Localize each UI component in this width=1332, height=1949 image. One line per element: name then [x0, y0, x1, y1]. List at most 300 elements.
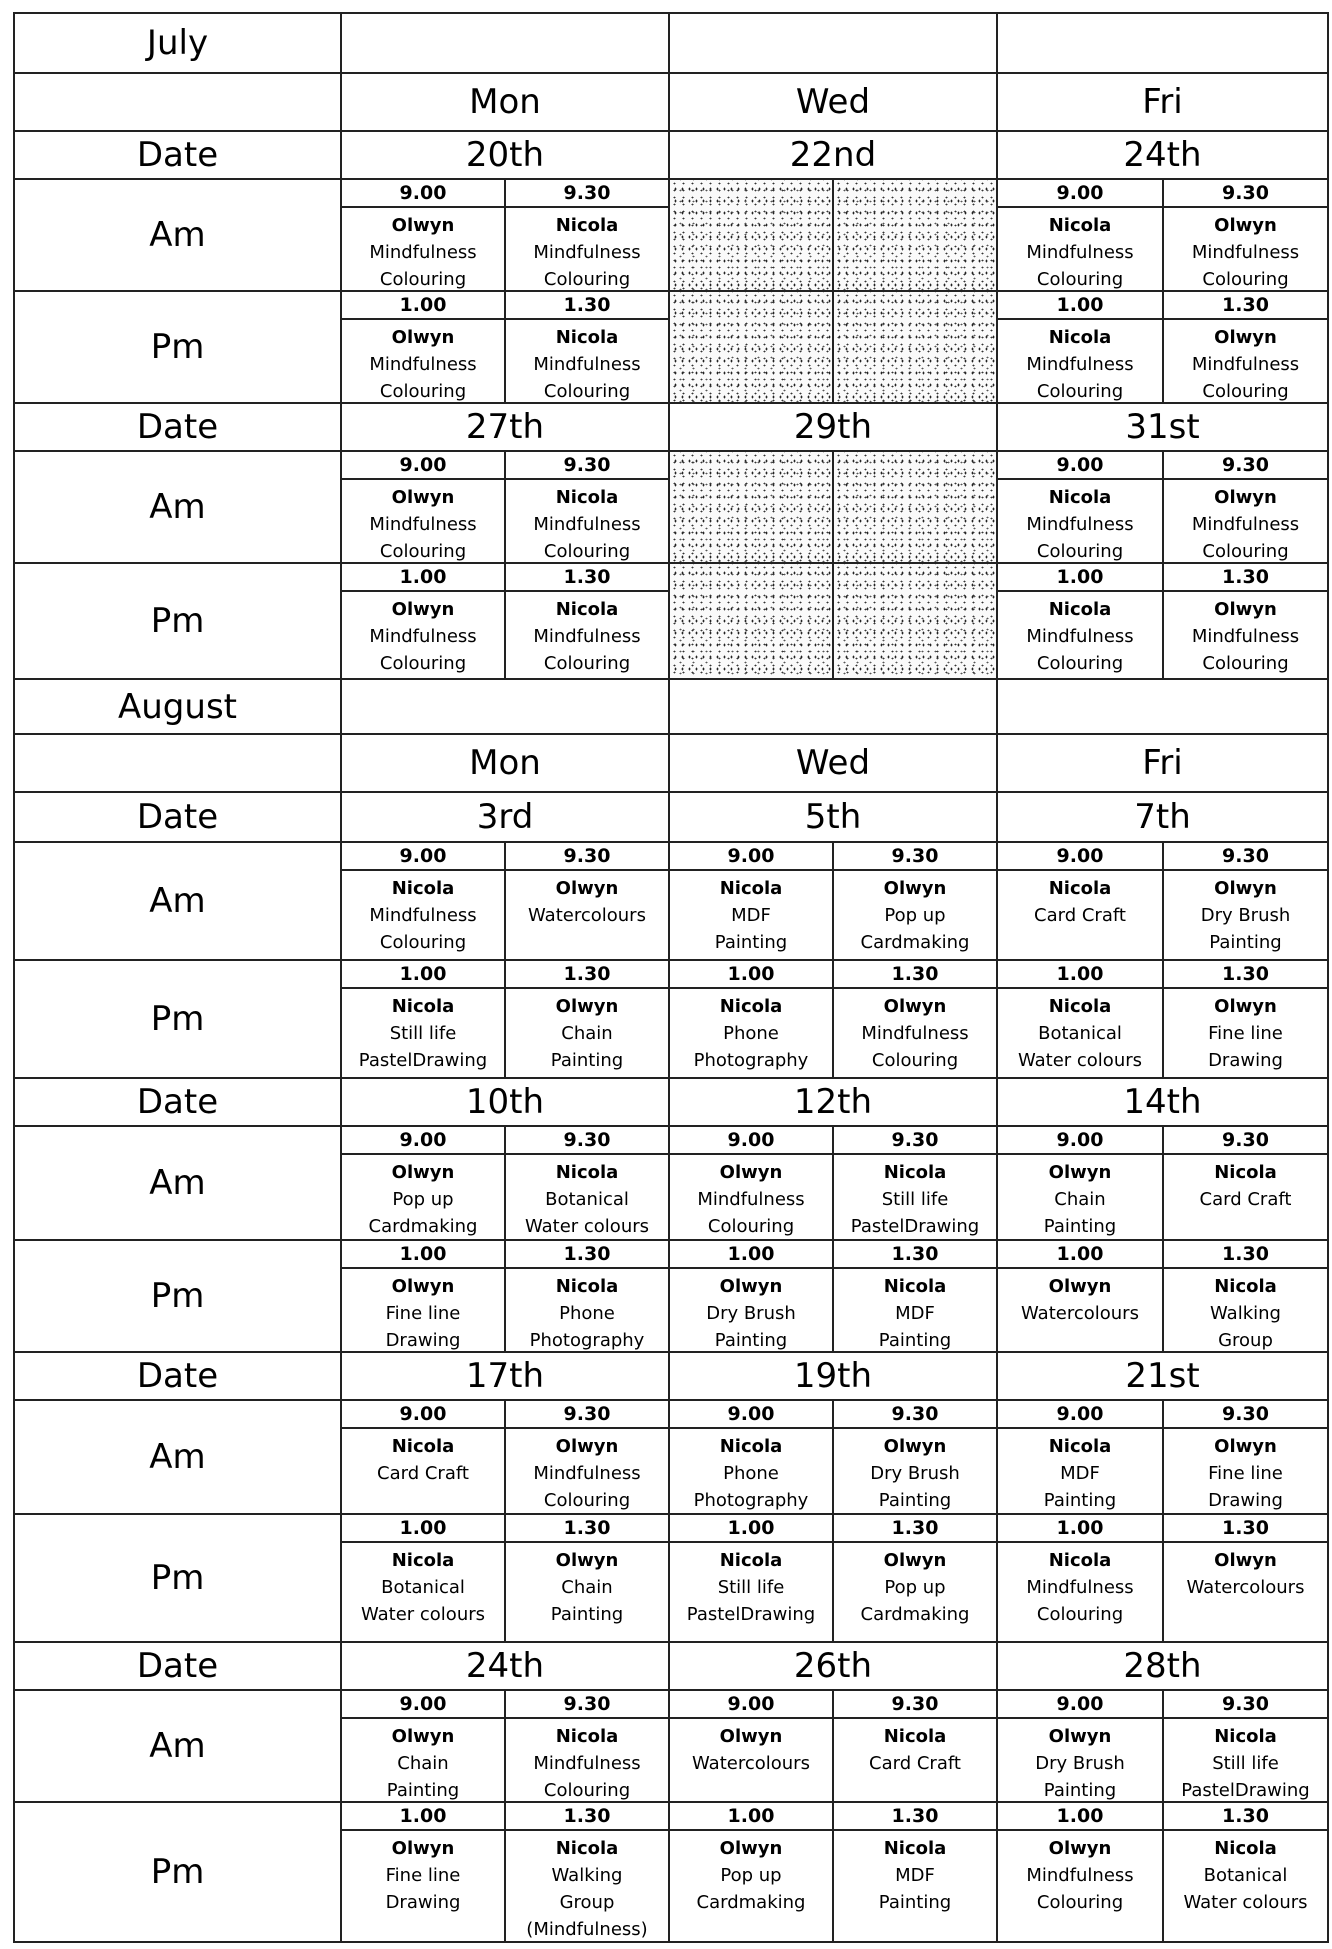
activity-line: Phone — [559, 1303, 615, 1324]
activity-line: Colouring — [1202, 541, 1289, 562]
session-cell — [832, 1427, 998, 1515]
session-time: 1.30 — [504, 290, 670, 320]
activity-line: Colouring — [543, 1780, 631, 1801]
activity-line: MDF — [895, 1865, 935, 1886]
instructor-name: Olwyn — [391, 1726, 455, 1747]
date-cell: 31st — [996, 402, 1329, 452]
session-cell — [996, 590, 1164, 680]
am-row-label: Am — [13, 1399, 342, 1515]
session-cell — [340, 478, 506, 564]
activity-line: Botanical — [1038, 1023, 1122, 1044]
instructor-name: Nicola — [883, 1838, 947, 1859]
stippled-blank-slot — [668, 290, 834, 404]
session-cell — [340, 869, 506, 961]
session-cell — [504, 1427, 670, 1515]
session-time: 9.00 — [340, 1125, 506, 1155]
activity-line: Phone — [723, 1023, 779, 1044]
session-cell — [1162, 1541, 1329, 1643]
session-time: 9.00 — [340, 1689, 506, 1719]
session-cell — [832, 1267, 998, 1353]
activity-line: Drawing — [385, 1330, 461, 1351]
session-cell — [1162, 206, 1329, 292]
session-time: 1.30 — [1162, 562, 1329, 592]
session-cell — [340, 206, 506, 292]
activity-line: Watercolours — [528, 905, 646, 926]
instructor-name: Olwyn — [555, 1436, 619, 1457]
month-header-blank — [996, 12, 1329, 74]
instructor-name: Nicola — [555, 215, 619, 236]
day-header: Mon — [340, 733, 670, 793]
instructor-name: Olwyn — [1214, 487, 1277, 508]
session-cell — [340, 1427, 506, 1515]
instructor-name: Nicola — [555, 327, 619, 348]
activity-line: Pop up — [884, 1577, 946, 1598]
instructor-name: Olwyn — [555, 996, 619, 1017]
session-cell — [832, 987, 998, 1079]
session-cell — [504, 1829, 670, 1943]
session-time: 9.00 — [996, 841, 1164, 871]
instructor-name: Olwyn — [719, 1162, 783, 1183]
activity-line: MDF — [731, 905, 771, 926]
date-cell: 29th — [668, 402, 998, 452]
session-time: 1.00 — [996, 959, 1164, 989]
date-row-label: Date — [13, 402, 342, 452]
activity-line: Card Craft — [869, 1753, 961, 1774]
activity-line: Painting — [1209, 932, 1282, 953]
session-time: 1.30 — [504, 1513, 670, 1543]
activity-line: Painting — [1043, 1216, 1117, 1237]
activity-line: Mindfulness — [533, 1753, 641, 1774]
instructor-name: Nicola — [555, 599, 619, 620]
instructor-name: Olwyn — [1214, 327, 1277, 348]
session-cell — [996, 478, 1164, 564]
session-cell — [1162, 1267, 1329, 1353]
activity-line: Colouring — [1036, 1892, 1124, 1913]
date-cell: 22nd — [668, 130, 998, 180]
instructor-name: Nicola — [719, 1550, 783, 1571]
instructor-name: Nicola — [883, 1162, 947, 1183]
activity-line: Group — [1218, 1330, 1273, 1351]
instructor-name: Olwyn — [391, 599, 455, 620]
session-cell — [996, 318, 1164, 404]
session-time: 1.30 — [832, 1239, 998, 1269]
instructor-name: Nicola — [555, 1726, 619, 1747]
activity-line: Colouring — [543, 269, 631, 290]
session-cell — [340, 1153, 506, 1241]
session-cell — [504, 987, 670, 1079]
instructor-name: Nicola — [883, 1726, 947, 1747]
session-cell — [996, 1427, 1164, 1515]
date-cell: 3rd — [340, 791, 670, 843]
activity-line: Colouring — [1036, 1604, 1124, 1625]
instructor-name: Nicola — [1048, 1436, 1112, 1457]
activity-line: Mindfulness — [369, 905, 477, 926]
activity-line: Watercolours — [1186, 1577, 1305, 1598]
activity-line: Mindfulness — [533, 514, 641, 535]
session-time: 1.30 — [1162, 290, 1329, 320]
instructor-name: Olwyn — [1048, 1726, 1112, 1747]
instructor-name: Nicola — [555, 1276, 619, 1297]
session-time: 1.30 — [504, 1239, 670, 1269]
session-cell — [504, 590, 670, 680]
activity-line: Watercolours — [692, 1753, 810, 1774]
activity-line: Mindfulness — [1026, 626, 1134, 647]
activity-line: PastelDrawing — [358, 1050, 488, 1071]
session-time: 1.00 — [996, 1801, 1164, 1831]
session-cell — [832, 1153, 998, 1241]
activity-line: Chain — [1054, 1189, 1106, 1210]
activity-line: Group — [559, 1892, 615, 1913]
instructor-name: Nicola — [719, 996, 783, 1017]
date-cell: 20th — [340, 130, 670, 180]
activity-line: Mindfulness — [1191, 626, 1300, 647]
activity-line: Colouring — [543, 653, 631, 674]
activity-line: Photography — [693, 1490, 809, 1511]
instructor-name: Nicola — [719, 878, 783, 899]
date-cell: 17th — [340, 1351, 670, 1401]
activity-line: Mindfulness — [1026, 354, 1134, 375]
activity-line: Cardmaking — [860, 932, 970, 953]
session-cell — [996, 206, 1164, 292]
session-cell — [340, 1541, 506, 1643]
session-cell — [668, 1267, 834, 1353]
month-header-blank — [668, 678, 998, 735]
activity-line: Painting — [1043, 1780, 1117, 1801]
session-time: 1.30 — [504, 562, 670, 592]
session-time: 1.00 — [996, 1513, 1164, 1543]
activity-line: Botanical — [545, 1189, 629, 1210]
instructor-name: Nicola — [555, 1162, 619, 1183]
session-cell — [996, 869, 1164, 961]
stippled-blank-slot — [832, 562, 998, 680]
pm-row-label: Pm — [13, 562, 342, 680]
session-time: 9.00 — [340, 1399, 506, 1429]
activity-line: Painting — [714, 932, 788, 953]
date-cell: 5th — [668, 791, 998, 843]
activity-line: Mindfulness — [533, 354, 641, 375]
activity-line: Chain — [397, 1753, 449, 1774]
activity-line: Walking — [1210, 1303, 1281, 1324]
activity-line: Colouring — [707, 1216, 795, 1237]
date-row-label: Date — [13, 130, 342, 180]
day-header: Fri — [996, 733, 1329, 793]
instructor-name: Nicola — [1048, 215, 1112, 236]
session-cell — [340, 1829, 506, 1943]
session-cell — [832, 1541, 998, 1643]
session-time: 9.30 — [504, 1689, 670, 1719]
activity-line: Botanical — [1203, 1865, 1288, 1886]
date-cell: 24th — [340, 1641, 670, 1691]
stippled-blank-slot — [832, 178, 998, 292]
session-cell — [668, 987, 834, 1079]
session-time: 9.30 — [832, 1399, 998, 1429]
activity-line: Card Craft — [377, 1463, 469, 1484]
activity-line: Mindfulness — [1191, 354, 1300, 375]
session-time: 1.00 — [668, 959, 834, 989]
activity-line: Cardmaking — [368, 1216, 478, 1237]
session-cell — [668, 1541, 834, 1643]
instructor-name: Olwyn — [719, 1276, 783, 1297]
activity-line: Pop up — [392, 1189, 454, 1210]
activity-line: Still life — [717, 1577, 785, 1598]
activity-line: MDF — [895, 1303, 935, 1324]
session-time: 9.30 — [1162, 1125, 1329, 1155]
session-cell — [340, 318, 506, 404]
activity-line: Pop up — [720, 1865, 782, 1886]
session-cell — [1162, 1153, 1329, 1241]
activity-line: Walking — [551, 1865, 623, 1886]
month-label: August — [13, 678, 342, 735]
session-time: 1.30 — [1162, 1239, 1329, 1269]
session-cell — [1162, 987, 1329, 1079]
instructor-name: Nicola — [1048, 996, 1112, 1017]
session-time: 1.00 — [996, 562, 1164, 592]
session-time: 1.30 — [832, 959, 998, 989]
session-time: 9.00 — [668, 1125, 834, 1155]
activity-line: Fine line — [1208, 1023, 1283, 1044]
session-cell — [668, 1427, 834, 1515]
session-time: 1.30 — [1162, 959, 1329, 989]
activity-line: Dry Brush — [1200, 905, 1291, 926]
activity-line: Fine line — [1208, 1463, 1283, 1484]
session-time: 9.30 — [1162, 1399, 1329, 1429]
activity-line: Colouring — [543, 541, 631, 562]
session-cell — [668, 1717, 834, 1803]
activity-line: Dry Brush — [706, 1303, 796, 1324]
instructor-name: Olwyn — [1048, 1276, 1112, 1297]
activity-line: Mindfulness — [1026, 514, 1134, 535]
session-cell — [1162, 1717, 1329, 1803]
activity-line: Chain — [561, 1023, 613, 1044]
instructor-name: Olwyn — [883, 878, 947, 899]
activity-line: Mindfulness — [697, 1189, 805, 1210]
session-cell — [340, 1267, 506, 1353]
session-time: 1.00 — [996, 290, 1164, 320]
activity-line: Drawing — [385, 1892, 461, 1913]
instructor-name: Olwyn — [555, 1550, 619, 1571]
month-header-blank — [340, 12, 670, 74]
session-time: 1.00 — [340, 562, 506, 592]
day-header: Wed — [668, 733, 998, 793]
day-header-blank — [13, 72, 342, 132]
session-time: 1.00 — [668, 1239, 834, 1269]
instructor-name: Olwyn — [391, 327, 455, 348]
activity-line: Painting — [550, 1050, 624, 1071]
date-row-label: Date — [13, 1077, 342, 1127]
instructor-name: Olwyn — [391, 1276, 455, 1297]
activity-line: Colouring — [871, 1050, 959, 1071]
day-header: Mon — [340, 72, 670, 132]
activity-line: Colouring — [1036, 541, 1124, 562]
session-cell — [996, 987, 1164, 1079]
activity-line: Mindfulness — [1026, 1865, 1134, 1886]
activity-line: Colouring — [1202, 269, 1289, 290]
activity-line: Chain — [561, 1577, 613, 1598]
day-header: Fri — [996, 72, 1329, 132]
instructor-name: Olwyn — [555, 878, 619, 899]
date-cell: 28th — [996, 1641, 1329, 1691]
session-cell — [832, 1829, 998, 1943]
instructor-name: Nicola — [1214, 1276, 1277, 1297]
activity-line: Colouring — [379, 381, 467, 402]
session-cell — [832, 869, 998, 961]
activity-line: Colouring — [379, 541, 467, 562]
session-time: 1.00 — [340, 290, 506, 320]
pm-row-label: Pm — [13, 1801, 342, 1943]
session-cell — [1162, 869, 1329, 961]
activity-line: Painting — [878, 1330, 952, 1351]
session-time: 9.00 — [668, 1399, 834, 1429]
pm-row-label: Pm — [13, 959, 342, 1079]
session-cell — [668, 869, 834, 961]
session-time: 9.30 — [1162, 450, 1329, 480]
activity-line: PastelDrawing — [686, 1604, 816, 1625]
activity-line: Fine line — [385, 1865, 461, 1886]
session-time: 9.00 — [996, 1125, 1164, 1155]
session-time: 9.00 — [340, 450, 506, 480]
session-time: 9.30 — [1162, 841, 1329, 871]
date-row-label: Date — [13, 1351, 342, 1401]
session-cell — [668, 1829, 834, 1943]
activity-line: Drawing — [1208, 1050, 1283, 1071]
activity-line: Mindfulness — [1191, 242, 1300, 263]
session-time: 9.00 — [668, 841, 834, 871]
session-time: 9.00 — [996, 1689, 1164, 1719]
session-time: 1.30 — [832, 1801, 998, 1831]
session-time: 1.00 — [668, 1801, 834, 1831]
pm-row-label: Pm — [13, 290, 342, 404]
session-time: 9.00 — [340, 841, 506, 871]
instructor-name: Nicola — [1048, 878, 1112, 899]
session-cell — [996, 1153, 1164, 1241]
activity-line: Still life — [881, 1189, 949, 1210]
activity-line: Fine line — [385, 1303, 461, 1324]
session-time: 9.30 — [504, 178, 670, 208]
instructor-name: Olwyn — [1214, 1436, 1277, 1457]
session-time: 9.00 — [996, 1399, 1164, 1429]
session-time: 9.30 — [504, 1125, 670, 1155]
stippled-blank-slot — [668, 178, 834, 292]
stippled-blank-slot — [668, 450, 834, 564]
instructor-name: Olwyn — [1214, 599, 1277, 620]
instructor-name: Olwyn — [1214, 996, 1277, 1017]
activity-line: Water colours — [524, 1216, 650, 1237]
activity-line: Colouring — [1202, 653, 1289, 674]
session-time: 9.30 — [1162, 178, 1329, 208]
session-cell — [996, 1829, 1164, 1943]
activity-line: Mindfulness — [369, 514, 477, 535]
instructor-name: Nicola — [1048, 1550, 1112, 1571]
session-cell — [996, 1541, 1164, 1643]
instructor-name: Nicola — [1214, 1726, 1277, 1747]
instructor-name: Nicola — [1048, 487, 1112, 508]
session-cell — [1162, 318, 1329, 404]
day-header: Wed — [668, 72, 998, 132]
instructor-name: Olwyn — [1048, 1838, 1112, 1859]
instructor-name: Olwyn — [1048, 1162, 1112, 1183]
session-cell — [504, 1717, 670, 1803]
session-cell — [504, 1541, 670, 1643]
session-time: 1.00 — [996, 1239, 1164, 1269]
am-row-label: Am — [13, 178, 342, 292]
month-header-blank — [340, 678, 670, 735]
activity-line: Colouring — [1036, 381, 1124, 402]
activity-line: Painting — [1043, 1490, 1117, 1511]
activity-line: Colouring — [1036, 269, 1124, 290]
instructor-name: Nicola — [391, 878, 455, 899]
am-row-label: Am — [13, 1689, 342, 1803]
activity-line: Painting — [386, 1780, 460, 1801]
activity-line: Colouring — [1202, 381, 1289, 402]
date-cell: 10th — [340, 1077, 670, 1127]
session-time: 1.00 — [340, 1801, 506, 1831]
activity-line: Colouring — [543, 381, 631, 402]
instructor-name: Olwyn — [1214, 215, 1277, 236]
activity-line: Botanical — [381, 1577, 465, 1598]
date-cell: 19th — [668, 1351, 998, 1401]
stippled-blank-slot — [668, 562, 834, 680]
activity-line: Water colours — [1183, 1892, 1308, 1913]
activity-line: Cardmaking — [696, 1892, 806, 1913]
pm-row-label: Pm — [13, 1513, 342, 1643]
activity-line: Mindfulness — [533, 242, 641, 263]
date-cell: 7th — [996, 791, 1329, 843]
session-time: 9.00 — [668, 1689, 834, 1719]
session-cell — [504, 318, 670, 404]
instructor-name: Olwyn — [391, 215, 455, 236]
activity-line: Phone — [723, 1463, 779, 1484]
activity-line: Still life — [1212, 1753, 1279, 1774]
instructor-name: Nicola — [391, 1436, 455, 1457]
session-time: 9.00 — [340, 178, 506, 208]
session-cell — [504, 478, 670, 564]
session-time: 9.30 — [1162, 1689, 1329, 1719]
month-label: July — [13, 12, 342, 74]
activity-line: Painting — [550, 1604, 624, 1625]
instructor-name: Nicola — [391, 996, 455, 1017]
instructor-name: Olwyn — [391, 487, 455, 508]
instructor-name: Nicola — [1214, 1838, 1277, 1859]
activity-line: Mindfulness — [369, 354, 477, 375]
am-row-label: Am — [13, 450, 342, 564]
instructor-name: Olwyn — [719, 1838, 783, 1859]
session-cell — [504, 869, 670, 961]
instructor-name: Nicola — [555, 487, 619, 508]
timetable-sheet — [13, 12, 1327, 1938]
day-header-blank — [13, 733, 342, 793]
activity-line: Dry Brush — [870, 1463, 960, 1484]
session-time: 1.30 — [1162, 1801, 1329, 1831]
session-cell — [1162, 1829, 1329, 1943]
activity-line: Mindfulness — [1191, 514, 1300, 535]
activity-line: Colouring — [379, 269, 467, 290]
stippled-blank-slot — [832, 450, 998, 564]
activity-line: Water colours — [1017, 1050, 1143, 1071]
month-header-blank — [996, 678, 1329, 735]
activity-line: (Mindfulness) — [526, 1919, 648, 1940]
session-time: 1.30 — [1162, 1513, 1329, 1543]
session-cell — [832, 1717, 998, 1803]
session-time: 1.00 — [340, 959, 506, 989]
session-cell — [996, 1267, 1164, 1353]
session-time: 1.00 — [668, 1513, 834, 1543]
instructor-name: Nicola — [391, 1550, 455, 1571]
date-cell: 21st — [996, 1351, 1329, 1401]
pm-row-label: Pm — [13, 1239, 342, 1353]
activity-line: Photography — [529, 1330, 645, 1351]
session-cell — [996, 1717, 1164, 1803]
session-cell — [1162, 1427, 1329, 1515]
